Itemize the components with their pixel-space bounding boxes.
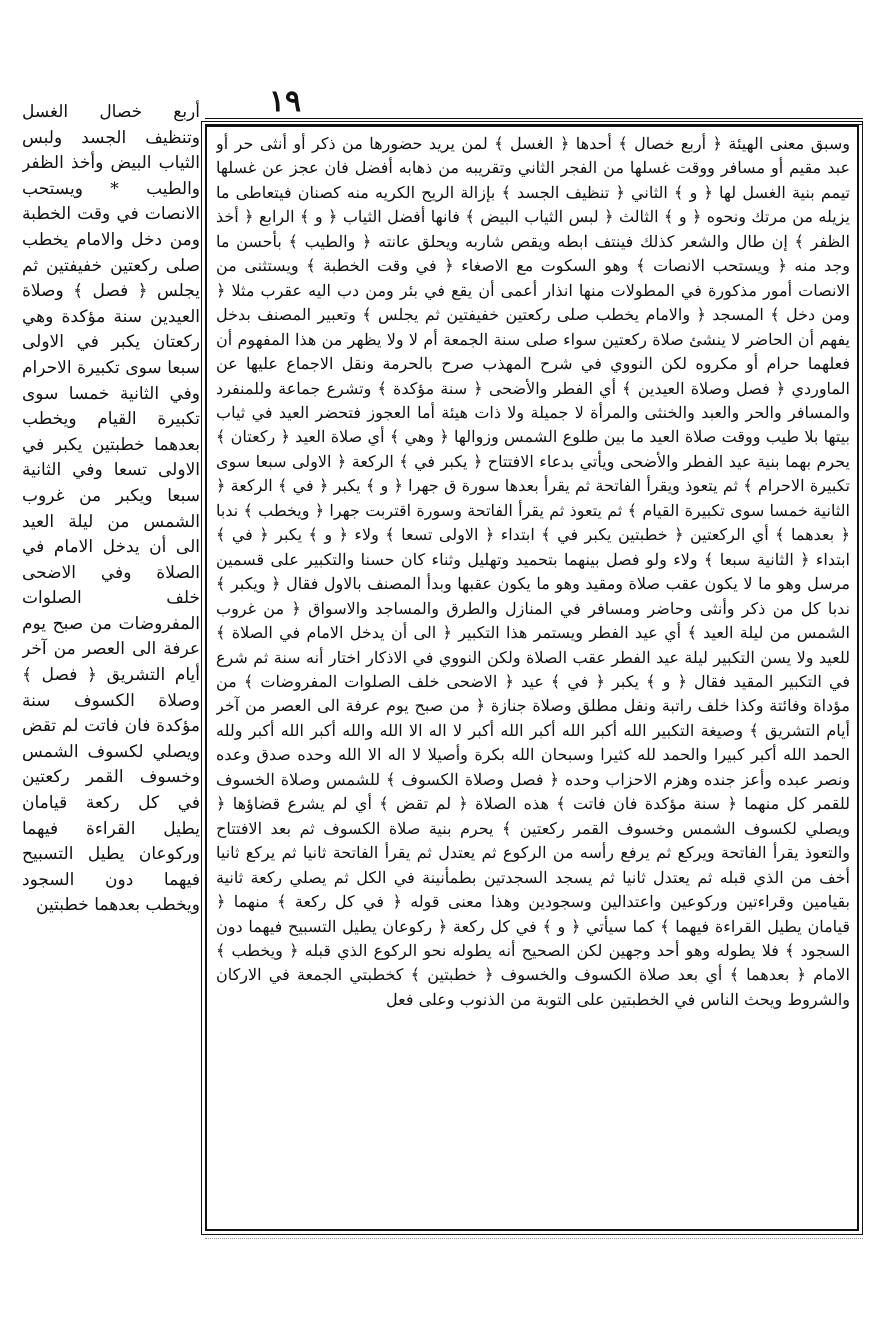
margin-matn-text-block [22, 100, 200, 1250]
footer-rule [205, 1238, 863, 1239]
commentary-paragraph: وسبق معنى الهيئة ﴿ أربع خصال ﴾ أحدها ﴿ الغسل ﴾ لمن يريد حضورها من ذكر أو أنثى حر أو عبد مقيم أو مسافر ووقت غسلها من الفجر الثاني وتقريبه من ذهابه أفضل فان عجز عن غسلها تيمم بنية الغسل لها ﴿ و ﴾ الثاني ﴿ تنظيف الجسد ﴾ بإزالة الريح الكريه منه كصنان فيتعاطى ما يزيله من مرتك ونحوه ﴿ و ﴾ الثالث ﴿ لبس الثياب البيض ﴾ فانها أفضل الثياب ﴿ و ﴾ الرابع ﴿ أخذ الظفر ﴾ إن طال والشعر كذلك فينتف ابطه ويقص شاربه ويحلق عانته ﴿ والطيب ﴾ بأحسن ما وجد منه ﴿ ويستحب الانصات ﴾ وهو السكوت مع الاصغاء ﴿ في وقت الخطبة ﴾ ويستثنى من الانصات أمور مذكورة في المطولات منها انذار أعمى أن يقع في بئر ومن دب اليه عقرب مثلا ﴿ ومن دخل ﴾ المسجد ﴿ والامام يخطب صلى ركعتين خفيفتين ثم يجلس ﴾ وتعبير المصنف بدخل يفهم أن الحاضر لا ينشئ صلاة ركعتين سواء صلى سنة الجمعة أم لا ولا يظهر من هذا المفهوم أن فعلهما حرام أو مكروه لكن النووي في شرح المهذب صرح بالحرمة ونقل الاجماع عليها عن الماوردي ﴿ فصل وصلاة العيدين ﴾ أي الفطر والأضحى ﴿ سنة مؤكدة ﴾ وتشرع جماعة وللمنفرد والمسافر والحر والعبد والخنثى والمرأة لا جميلة ولا ذات هيئة أما العجوز فتحضر العيد في ثياب بيتها بلا طيب ووقت صلاة العيد ما بين طلوع الشمس وزوالها ﴿ وهي ﴾ أي صلاة العيد ﴿ ركعتان ﴾ يحرم بهما بنية عيد الفطر والأضحى ويأتي بدعاء الافتتاح ﴿ يكبر في ﴾ الركعة ﴿ الاولى سبعا سوى تكبيرة الاحرام ﴾ ثم يتعوذ ويقرأ الفاتحة ثم يقرأ بعدها سورة ق جهرا ﴿ و ﴾ يكبر ﴿ في ﴾ الركعة ﴿ الثانية خمسا سوى تكبيرة القيام ﴾ ثم يتعوذ ثم يقرأ الفاتحة وسورة اقتربت جهرا ﴿ ويخطب ﴾ ندبا ﴿ بعدهما ﴾ أي الركعتين ﴿ خطبتين يكبر في ﴾ ابتداء ﴿ الاولى تسعا ﴾ ولاء ﴿ و ﴾ يكبر ﴿ في ﴾ ابتداء ﴿ الثانية سبعا ﴾ ولاء ولو فصل بينهما بتحميد وتهليل وثناء كان حسنا والتكبير على قسمين مرسل وهو ما لا يكون عقب صلاة ومقيد وهو ما يكون عقبها وبدأ المصنف بالاول فقال ﴿ ويكبر ﴾ ندبا كل من ذكر وأنثى وحاضر ومسافر في المنازل والطرق والمساجد والاسواق ﴿ من غروب الشمس من ليلة العيد ﴾ أي عيد الفطر ويستمر هذا التكبير ﴿ الى أن يدخل الامام في الصلاة ﴾ للعيد ولا يسن التكبير ليلة عيد الفطر عقب الصلاة ولكن النووي في الاذكار اختار أنه سنة ثم شرع في التكبير المقيد فقال ﴿ و ﴾ يكبر ﴿ في ﴾ عيد ﴿ الاضحى خلف الصلوات المفروضات ﴾ من مؤداة وفائتة وكذا خلف راتبة ونفل مطلق وصلاة جنازة ﴿ من صبح يوم عرفة الى العصر من آخر أيام التشريق ﴾ وصيغة التكبير الله أكبر الله أكبر الله أكبر لا اله الا الله والله أكبر الله أكبر ولله الحمد الله أكبر كبيرا والحمد لله كثيرا وسبحان الله بكرة وأصيلا لا اله الا الله وحده صدق وعده ونصر عبده وأعز جنده وهزم الاحزاب وحده ﴿ فصل وصلاة الكسوف ﴾ للشمس وصلاة الخسوف للقمر كل منهما ﴿ سنة مؤكدة فان فاتت ﴾ هذه الصلاة ﴿ لم تقض ﴾ أي لم يشرع قضاؤها ﴿ ويصلي لكسوف الشمس وخسوف القمر ركعتين ﴾ يحرم بنية صلاة الكسوف ثم بعد الافتتاح والتعوذ يقرأ الفاتحة ويركع ثم يرفع رأسه من الركوع ثم يعتدل ثم يقرأ الفاتحة ثانيا ثم يركع ثانيا أخف من الذي قبله ثم يعتدل ثانيا ثم يسجد السجدتين بطمأنينة في الكل ثم يصلي ركعة ثانية بقيامين وقراءتين وركوعين واعتدالين وسجودين وهذا معنى قوله ﴿ في كل ركعة ﴾ منهما ﴿ قيامان يطيل القراءة فيهما ﴾ كما سيأتي ﴿ و ﴾ في كل ركعة ﴿ ركوعان يطيل التسبيح فيهما دون السجود ﴾ فلا يطوله وهو أحد وجهين لكن الصحيح أنه يطوله نحو الركوع الذي قبله ﴿ ويخطب ﴾ الامام ﴿ بعدهما ﴾ أي بعد صلاة الكسوف والخسوف ﴿ خطبتين ﴾ كخطبتي الجمعة في الاركان والشروط ويحث الناس في الخطبتين على التوبة من الذنوب وعلى فعل [216, 134, 850, 1009]
commentary-text-block [216, 132, 850, 1224]
margin-matn-paragraph: أربع خصال الغسل وتنظيف الجسد ولبس الثياب البيض وأخذ الظفر والطيب * ويستحب الانصات في وقت الخطبة ومن دخل والامام يخطب صلى ركعتين خفيفتين ثم يجلس ﴿ فصل ﴾ وصلاة العيدين سنة مؤكدة وهي ركعتان يكبر في الاولى سبعا سوى تكبيرة الاحرام وفي الثانية خمسا سوى تكبيرة القيام ويخطب بعدهما خطبتين يكبر في الاولى تسعا وفي الثانية سبعا ويكبر من غروب الشمس من ليلة العيد الى أن يدخل الامام في الصلاة وفي الاضحى خلف الصلوات المفروضات من صبح يوم عرفة الى العصر من آخر أيام التشريق ﴿ فصل ﴾ وصلاة الكسوف سنة مؤكدة فان فاتت لم تقض ويصلي لكسوف الشمس وخسوف القمر ركعتين في كل ركعة قيامان يطيل القراءة فيهما وركوعان يطيل التسبيح فيهما دون السجود ويخطب بعدهما خطبتين [22, 102, 200, 916]
page-number: ١٩ [268, 84, 302, 119]
header-rule [205, 118, 863, 125]
